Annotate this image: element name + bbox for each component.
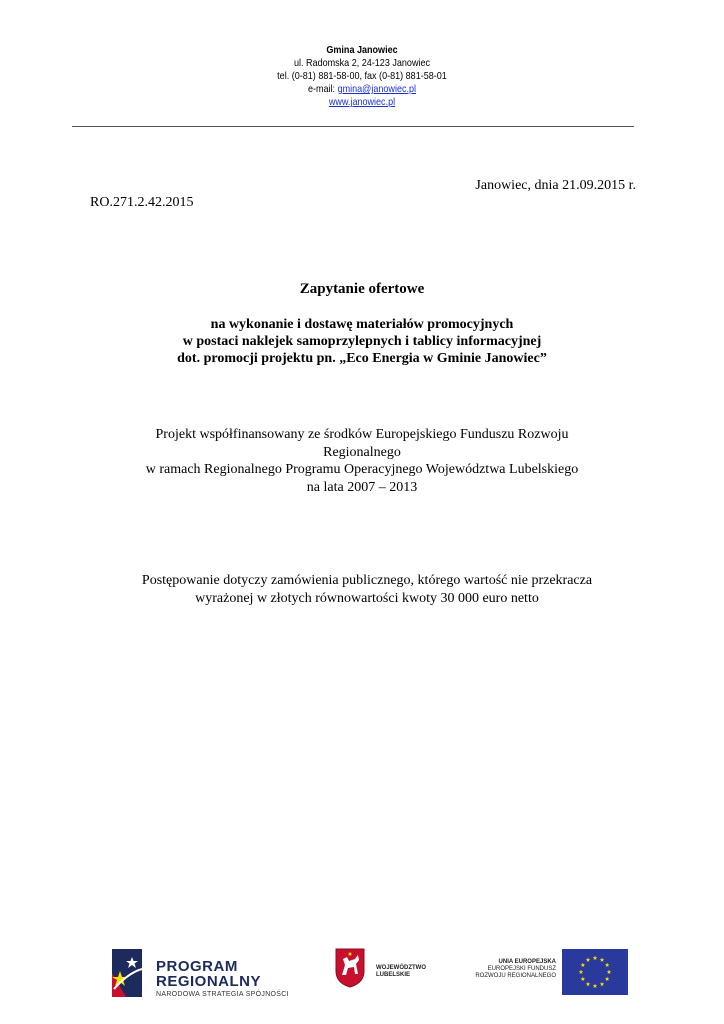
cofinancing-line: Regionalnego: [323, 444, 401, 460]
program-line2: REGIONALNY: [156, 973, 262, 990]
cofinancing-line: Projekt współfinansowany ze środków Europejskiego Funduszu Rozwoju: [155, 427, 569, 442]
org-website-line: [51, 96, 674, 109]
procedure-line: wyrażonej w złotych równowartości kwoty 30 000 euro netto: [195, 590, 539, 606]
email-label: e-mail:: [307, 83, 338, 95]
program-line3: NARODOWA STRATEGIA SPÓJNOŚCI: [156, 991, 289, 998]
program-regionalny-logo-icon: [108, 943, 146, 1001]
letterhead: [51, 44, 674, 109]
eu-line3: ROZWOJU REGIONALNEGO: [475, 973, 556, 979]
cofinancing-line: na lata 2007 – 2013: [306, 479, 418, 495]
procedure-note: [0, 572, 724, 607]
program-regionalny-wordmark: [156, 959, 289, 998]
org-name: Gmina Janowiec: [326, 44, 398, 56]
header-divider: [72, 126, 634, 127]
eu-line2: EUROPEJSKI FUNDUSZ: [487, 966, 556, 972]
eu-line1: UNIA EUROPEJSKA: [498, 959, 556, 965]
eu-flag-icon: [562, 949, 628, 995]
footer-logos: [0, 935, 724, 1015]
date-line: Janowiec, dnia 21.09.2015 r.: [475, 178, 636, 193]
email-link[interactable]: gmina@janowiec.pl: [337, 83, 417, 95]
voivodeship-line1: WOJEWÓDZTWO: [376, 965, 426, 971]
procedure-line: Postępowanie dotyczy zamówienia publicznego, którego wartość nie przekracza: [141, 573, 593, 588]
voivodeship-line2: LUBELSKIE: [376, 972, 411, 978]
cofinancing-line: w ramach Regionalnego Programu Operacyjnego Województwa Lubelskiego: [145, 462, 579, 477]
document-title: Zapytanie ofertowe: [299, 281, 425, 297]
cofinancing-note: [0, 426, 724, 496]
eu-wordmark: [462, 959, 556, 980]
org-phone-fax: tel. (0-81) 881-58-00, fax (0-81) 881-58-01: [277, 70, 447, 82]
subtitle-line: w postaci naklejek samoprzylepnych i tablicy informacyjnej: [182, 334, 542, 349]
subtitle-line: na wykonanie i dostawę materiałów promocyjnych: [210, 317, 514, 332]
lubelskie-coat-of-arms-icon: [334, 947, 366, 989]
org-email-line: [51, 83, 674, 96]
document-subtitle: [0, 316, 724, 367]
voivodeship-wordmark: [376, 965, 426, 979]
website-link[interactable]: www.janowiec.pl: [328, 96, 396, 108]
subtitle-line: dot. promocji projektu pn. „Eco Energia w Gminie Janowiec”: [177, 351, 547, 366]
reference-number: RO.271.2.42.2015: [90, 195, 194, 210]
program-line1: PROGRAM: [156, 958, 238, 975]
org-address: ul. Radomska 2, 24-123 Janowiec: [293, 57, 431, 69]
